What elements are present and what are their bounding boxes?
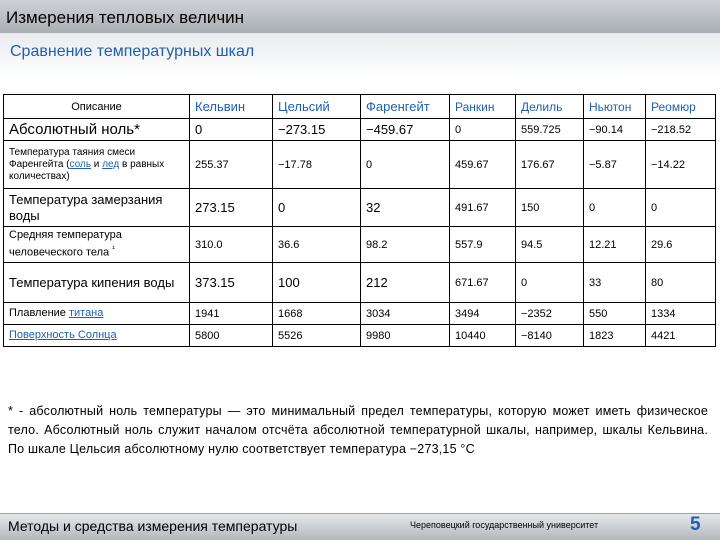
row-description xyxy=(4,189,190,227)
row-description xyxy=(4,303,190,325)
cell-newton: 1823 xyxy=(584,325,646,347)
cell-newton: 0 xyxy=(584,189,646,227)
table-row-body-temperature xyxy=(4,227,716,263)
cell-rankine: 3494 xyxy=(450,303,516,325)
cell-newton: 550 xyxy=(584,303,646,325)
cell-kelvin: 255.37 xyxy=(190,141,273,189)
table-row-water-freezing xyxy=(4,189,716,227)
footer-course-title: Методы и средства измерения температуры xyxy=(8,518,298,534)
cell-celsius: 0 xyxy=(273,189,361,227)
cell-rankine: 10440 xyxy=(450,325,516,347)
slide-title: Измерения тепловых величин xyxy=(6,8,245,27)
cell-reaumur: 80 xyxy=(646,263,716,303)
link-sun-surface[interactable]: Поверхность Солнца xyxy=(9,329,117,341)
cell-fahrenheit: 212 xyxy=(361,263,450,303)
cell-delisle: 559.725 xyxy=(516,119,584,141)
cell-reaumur: −14.22 xyxy=(646,141,716,189)
table-row-titanium-melting xyxy=(4,303,716,325)
header-delisle: Делиль xyxy=(516,95,584,119)
table-row-sun-surface xyxy=(4,325,716,347)
row-description-text: Абсолютный ноль* xyxy=(9,121,140,138)
header-description: Описание xyxy=(4,95,190,119)
cell-delisle: 0 xyxy=(516,263,584,303)
row-description xyxy=(4,263,190,303)
cell-fahrenheit: 9980 xyxy=(361,325,450,347)
cell-fahrenheit: 3034 xyxy=(361,303,450,325)
footnote-marker: ¹ xyxy=(112,244,115,254)
header-celsius: Цельсий xyxy=(273,95,361,119)
cell-kelvin: 0 xyxy=(190,119,273,141)
cell-rankine: 491.67 xyxy=(450,189,516,227)
row-description-text: Температура замерзания воды xyxy=(9,191,163,223)
table-row-fahrenheit-mix xyxy=(4,141,716,189)
header-newton: Ньютон xyxy=(584,95,646,119)
cell-kelvin: 5800 xyxy=(190,325,273,347)
slide-title-bar xyxy=(0,0,720,33)
link-titanium[interactable]: титана xyxy=(68,307,104,319)
row-description xyxy=(4,325,190,347)
cell-celsius: 36.6 xyxy=(273,227,361,263)
row-description-text: Температура таяния смеси Фаренгейта ( xyxy=(9,146,136,170)
header-rankine: Ранкин xyxy=(450,95,516,119)
cell-kelvin: 373.15 xyxy=(190,263,273,303)
cell-newton: −90.14 xyxy=(584,119,646,141)
header-reaumur: Реомюр xyxy=(646,95,716,119)
footer-university: Череповецкий государственный университет xyxy=(410,520,599,530)
cell-reaumur: 0 xyxy=(646,189,716,227)
cell-delisle: 176.67 xyxy=(516,141,584,189)
cell-fahrenheit: 0 xyxy=(361,141,450,189)
cell-reaumur: −218.52 xyxy=(646,119,716,141)
cell-celsius: −17.78 xyxy=(273,141,361,189)
page-number: 5 xyxy=(690,514,701,535)
cell-fahrenheit: −459.67 xyxy=(361,119,450,141)
cell-kelvin: 1941 xyxy=(190,303,273,325)
table-row-absolute-zero xyxy=(4,119,716,141)
cell-newton: −5.87 xyxy=(584,141,646,189)
cell-reaumur: 29.6 xyxy=(646,227,716,263)
cell-celsius: 100 xyxy=(273,263,361,303)
cell-newton: 12.21 xyxy=(584,227,646,263)
cell-newton: 33 xyxy=(584,263,646,303)
header-fahrenheit: Фаренгейт xyxy=(361,95,450,119)
cell-kelvin: 273.15 xyxy=(190,189,273,227)
row-description xyxy=(4,119,190,141)
row-description-text: Температура кипения воды xyxy=(9,274,175,290)
cell-delisle: 150 xyxy=(516,189,584,227)
slide-subtitle: Сравнение температурных шкал xyxy=(10,43,255,60)
cell-rankine: 557.9 xyxy=(450,227,516,263)
cell-rankine: 459.67 xyxy=(450,141,516,189)
cell-rankine: 0 xyxy=(450,119,516,141)
header-kelvin: Кельвин xyxy=(190,95,273,119)
cell-delisle: −2352 xyxy=(516,303,584,325)
cell-delisle: −8140 xyxy=(516,325,584,347)
row-description-text: Плавление xyxy=(9,307,69,319)
cell-reaumur: 4421 xyxy=(646,325,716,347)
link-ice[interactable]: лед xyxy=(102,158,120,170)
table-row-water-boiling xyxy=(4,263,716,303)
row-description-text: Средняя температура человеческого тела xyxy=(9,229,122,259)
cell-celsius: −273.15 xyxy=(273,119,361,141)
row-description xyxy=(4,227,190,263)
cell-celsius: 1668 xyxy=(273,303,361,325)
cell-fahrenheit: 32 xyxy=(361,189,450,227)
row-description xyxy=(4,141,190,189)
temperature-scales-table xyxy=(3,94,716,347)
cell-fahrenheit: 98.2 xyxy=(361,227,450,263)
cell-delisle: 94.5 xyxy=(516,227,584,263)
table-header-row xyxy=(4,95,716,119)
footnote-text: * - абсолютный ноль температуры — это минимальный предел температуры, которую может иметь физическое тело. Абсолютный ноль служит началом отсчёта абсолютной температурной шкалы, например, шкалы Кельвина. По шкале Цельсия абсолютному нулю соответствует температура −273,15 °C xyxy=(8,404,708,456)
cell-rankine: 671.67 xyxy=(450,263,516,303)
cell-celsius: 5526 xyxy=(273,325,361,347)
link-salt[interactable]: соль xyxy=(69,158,92,170)
row-description-text: и xyxy=(91,158,103,170)
cell-reaumur: 1334 xyxy=(646,303,716,325)
row-description-text: в равных количествах) xyxy=(9,158,165,182)
cell-kelvin: 310.0 xyxy=(190,227,273,263)
